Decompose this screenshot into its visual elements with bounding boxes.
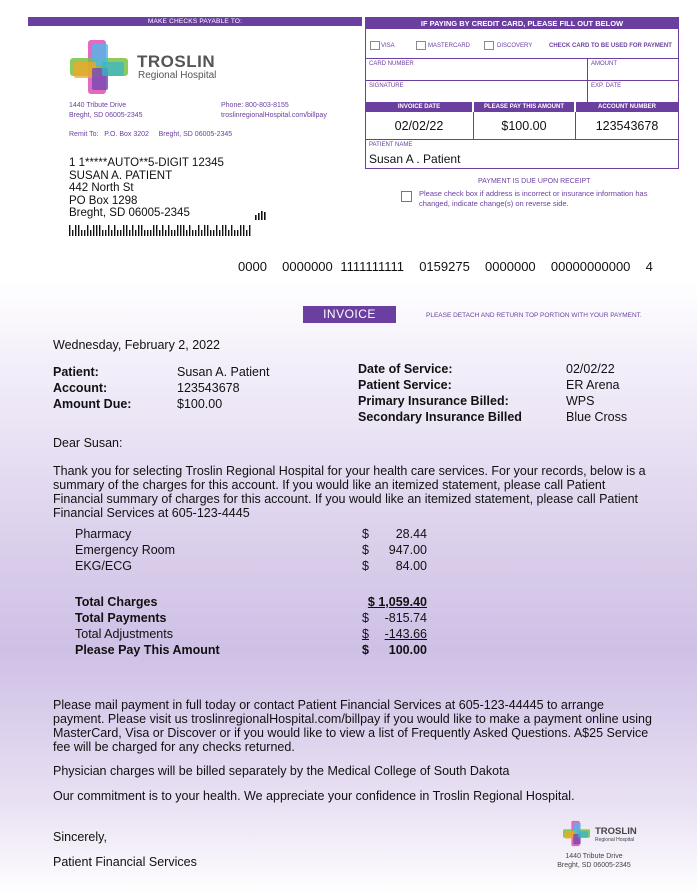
physician-note: Physician charges will be billed separately by the Medical College of South Dakota (53, 764, 510, 778)
footer-brand-sub: Regional Hospital (595, 837, 635, 843)
mailing-line: PO Box 1298 (69, 194, 138, 207)
charge-amount: 947.00 (388, 543, 427, 557)
total-charges-label: Total Charges (75, 595, 158, 609)
barcode-bar (195, 230, 196, 236)
barcode-bar (111, 230, 112, 236)
barcode-bar (144, 230, 145, 236)
micr-line: 0000 0000000 1111111111 0159275 0000000 00000000000 4 (238, 259, 653, 274)
barcode-bar (108, 225, 109, 236)
mailing-line: 1 1*****AUTO**5-DIGIT 12345 (69, 157, 224, 169)
barcode-bar (183, 225, 184, 236)
mailing-line: 442 North St (69, 182, 134, 194)
barcode-bar (192, 230, 193, 236)
charge-amount: 84.00 (395, 559, 427, 573)
hospital-contact (221, 101, 327, 121)
barcode-bar (219, 230, 220, 236)
amount-label: AMOUNT (591, 61, 617, 67)
charge-currency: $ (362, 527, 369, 541)
barcode-bar (189, 225, 190, 236)
barcode-bar (153, 225, 154, 236)
footer-address (540, 852, 648, 870)
barcode-bar (159, 230, 160, 236)
patient-label: Patient: (53, 365, 99, 379)
charge-label: Emergency Room (75, 543, 176, 557)
pay-to-header: MAKE CHECKS PAYABLE TO: (28, 17, 362, 26)
detach-note: PLEASE DETACH AND RETURN TOP PORTION WITH YOUR PAYMENT. (426, 312, 642, 319)
barcode-bar (186, 230, 187, 236)
barcode-bar (132, 225, 133, 236)
signature: Patient Financial Services (53, 855, 197, 869)
pay-this-amount-currency: $ (362, 643, 369, 657)
barcode-bar (222, 225, 223, 236)
barcode-bar (135, 230, 136, 236)
barcode-bar (69, 225, 70, 236)
pay-amount-label: PLEASE PAY THIS AMOUNT (474, 102, 574, 112)
total-payments-label: Total Payments (75, 611, 167, 625)
barcode-bar (240, 225, 241, 236)
invoice-date: Wednesday, February 2, 2022 (53, 338, 220, 352)
charge-amount: 28.44 (395, 527, 427, 541)
amount-field[interactable] (590, 68, 675, 78)
patient-service-value: ER Arena (566, 378, 620, 392)
mailing-line: SUSAN A. PATIENT (69, 169, 173, 182)
barcode-bar (246, 230, 247, 236)
barcode-bar (81, 230, 82, 236)
barcode-bar (93, 225, 94, 236)
barcode-bar (99, 225, 100, 236)
commitment-note: Our commitment is to your health. We appreciate your confidence in Troslin Regional Hospital. (53, 789, 575, 803)
barcode-bar (141, 225, 142, 236)
barcode-bar (72, 230, 73, 236)
total-charges-value: $ 1,059.40 (367, 595, 427, 609)
brand-name: TROSLIN (137, 52, 216, 71)
billpay-url: troslinregionalHospital.com/billpay (221, 112, 327, 119)
barcode-bar (102, 230, 103, 236)
barcode-bar (75, 225, 76, 236)
barcode-bar (126, 225, 127, 236)
patient-name-label: PATIENT NAME (369, 142, 413, 148)
mastercard-label: MASTERCARD (428, 43, 471, 49)
barcode-bar (216, 225, 217, 236)
barcode-bar (162, 225, 163, 236)
card-form-header: IF PAYING BY CREDIT CARD, PLEASE FILL OUT BELOW (366, 18, 678, 29)
barcode-bar (114, 225, 115, 236)
discover-label: DISCOVERY (497, 43, 533, 49)
account-number-value: 123543678 (595, 119, 659, 133)
barcode-bar (123, 225, 124, 236)
barcode-bar (249, 225, 250, 236)
discover-checkbox[interactable] (484, 41, 494, 50)
remit-to: Remit To: P.O. Box 3202 Breght, SD 06005-2345 (69, 131, 233, 138)
barcode-bar (234, 230, 235, 236)
barcode-bar (213, 230, 214, 236)
primary-insurance-value: WPS (566, 394, 595, 408)
mailing-address (69, 157, 224, 220)
pay-this-amount-value: 100.00 (388, 643, 427, 657)
barcode-bar (231, 225, 232, 236)
barcode-bar (90, 230, 91, 236)
pay-this-amount-label: Please Pay This Amount (75, 643, 220, 657)
patient-service-label: Patient Service: (358, 378, 452, 392)
check-card-note: CHECK CARD TO BE USED FOR PAYMENT (549, 43, 672, 49)
barcode-bar (150, 230, 151, 236)
total-payments-currency: $ (362, 611, 369, 625)
account-label: Account: (53, 381, 108, 395)
barcode-bar (138, 225, 139, 236)
address-line: 1440 Tribute Drive (69, 102, 127, 109)
barcode-bar (243, 225, 244, 236)
barcode-bar (165, 230, 166, 236)
intro-paragraph: Thank you for selecting Troslin Regional Hospital for your health care services. For your records, below is a summary of the charges for this account. If you would like an itemized statement, please call Patient Financial summary of charges for this account. If you would like an itemized statement, please call Patient Financial Services at 605-123-4445 (53, 464, 646, 520)
secondary-insurance-value: Blue Cross (566, 410, 628, 424)
barcode-bar (201, 230, 202, 236)
barcode-bar (171, 230, 172, 236)
mailing-line: Breght, SD 06005-2345 (69, 207, 190, 219)
address-change-note: Please check box if address is incorrect or insurance information has changed, indicate change(s) on reverse side. (419, 189, 648, 208)
barcode-bar (228, 230, 229, 236)
total-adjustments-currency: $ (362, 627, 369, 641)
invoice-date-label: INVOICE DATE (366, 102, 472, 112)
total-adjustments-label: Total Adjustments (75, 627, 173, 641)
hospital-address (69, 101, 143, 121)
barcode-bar (198, 225, 199, 236)
total-payments-value: -815.74 (384, 611, 427, 625)
footer-logo-icon (563, 820, 590, 847)
bar-mark-icon (255, 211, 267, 220)
primary-insurance-label: Primary Insurance Billed: (358, 394, 509, 408)
visa-checkbox[interactable] (370, 41, 380, 50)
barcode-bar (204, 225, 205, 236)
barcode-bar (177, 225, 178, 236)
address-change-checkbox[interactable] (401, 191, 412, 202)
barcode-bar (207, 225, 208, 236)
charge-currency: $ (362, 559, 369, 573)
card-number-field[interactable] (368, 68, 584, 78)
barcode-bar (87, 225, 88, 236)
exp-date-label: EXP. DATE (591, 83, 622, 89)
secondary-insurance-label: Secondary Insurance Billed (358, 410, 522, 424)
footer-address-line: 1440 Tribute Drive (565, 853, 623, 860)
barcode-bar (225, 225, 226, 236)
total-adjustments-value: -143.66 (384, 627, 427, 641)
exp-date-field[interactable] (590, 90, 675, 100)
footer-brand: TROSLIN (595, 826, 637, 837)
phone-number: Phone: 800-803-8155 (221, 102, 289, 109)
charge-label: Pharmacy (75, 527, 132, 541)
barcode-bar (78, 225, 79, 236)
barcode-bar (174, 230, 175, 236)
payment-due-note: PAYMENT IS DUE UPON RECEIPT (478, 178, 591, 185)
invoice-date-value: 02/02/22 (394, 119, 444, 133)
barcode-bar (129, 230, 130, 236)
date-of-service-value: 02/02/22 (566, 362, 615, 376)
date-of-service-label: Date of Service: (358, 362, 453, 376)
barcode-bar (156, 225, 157, 236)
signature-field[interactable] (368, 90, 584, 100)
barcode-bar (180, 225, 181, 236)
patient-value: Susan A. Patient (177, 365, 270, 379)
footer-address-line: Breght, SD 06005-2345 (557, 862, 631, 869)
barcode-bar (84, 230, 85, 236)
card-number-label: CARD NUMBER (369, 61, 414, 67)
brand-subtitle: Regional Hospital (138, 70, 217, 81)
charge-currency: $ (362, 543, 369, 557)
visa-label: VISA (381, 43, 395, 49)
barcode-bar (210, 230, 211, 236)
credit-card-form (365, 17, 679, 169)
address-line: Breght, SD 06005-2345 (69, 112, 143, 119)
signature-label: SIGNATURE (369, 83, 404, 89)
barcode-bar (237, 230, 238, 236)
pay-amount-value: $100.00 (501, 119, 547, 133)
charge-label: EKG/ECG (75, 559, 132, 573)
greeting: Dear Susan: (53, 436, 123, 450)
barcode-bar (117, 230, 118, 236)
closing: Sincerely, (53, 830, 107, 844)
postal-barcode (69, 225, 254, 236)
amount-due-value: $100.00 (177, 397, 223, 411)
account-value: 123543678 (177, 381, 240, 395)
barcode-bar (147, 230, 148, 236)
barcode-bar (96, 225, 97, 236)
account-number-label: ACCOUNT NUMBER (576, 102, 678, 112)
barcode-bar (105, 230, 106, 236)
amount-due-label: Amount Due: (53, 397, 132, 411)
barcode-bar (168, 225, 169, 236)
payment-instructions: Please mail payment in full today or contact Patient Financial Services at 605-123-44445 to arrange payment. Please visit us troslinregionalHospital.com/billpay if you would like to make a payment online using MasterCard, Visa or Discover or if you would like to view a list of Frequently Asked Questions. A$25 Service fee will be charged for any checks returned. (53, 698, 652, 754)
patient-name-value: Susan A . Patient (369, 152, 461, 166)
barcode-bar (120, 230, 121, 236)
invoice-badge: INVOICE (303, 306, 396, 323)
hospital-logo-icon (70, 40, 128, 94)
mastercard-checkbox[interactable] (416, 41, 426, 50)
